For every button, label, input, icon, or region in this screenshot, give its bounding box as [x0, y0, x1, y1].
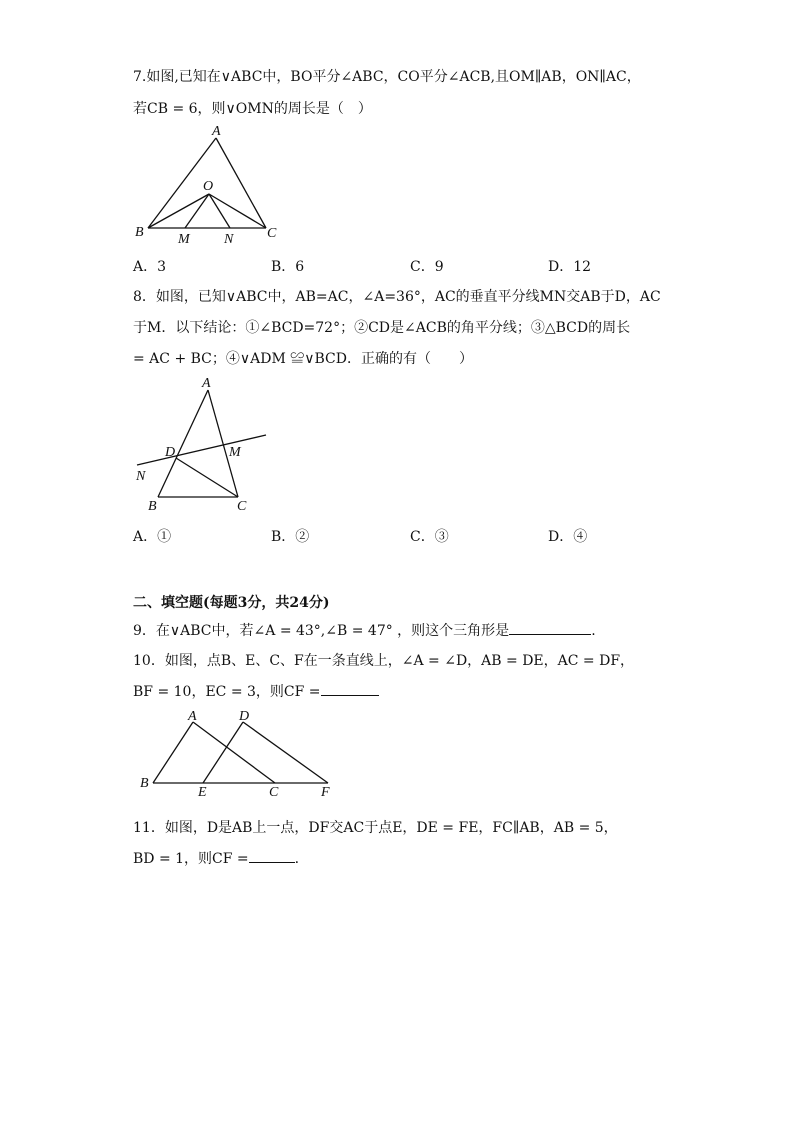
q10-label-f: F: [321, 785, 330, 800]
q8-label-b: B: [148, 499, 157, 514]
q10-label-b: B: [140, 776, 149, 791]
q10-line2: [133, 681, 379, 701]
q9-end: .: [591, 623, 596, 639]
q10-label-c: C: [269, 785, 279, 800]
q8-label-a: A: [202, 376, 211, 391]
q7-label-m: M: [178, 232, 190, 247]
q8-line2: 于M．以下结论：①∠BCD=72°；②CD是∠ACB的角平分线；③△BCD的周长: [133, 320, 631, 336]
q10-text: BF = 10，EC = 3，则CF =: [133, 684, 321, 700]
q7-label-n: N: [224, 232, 234, 247]
q7-choice-d[interactable]: D．12: [548, 259, 592, 275]
q8-line1: 8．如图，已知∨ABC中，AB=AC，∠A=36°，AC的垂直平分线MN交AB于D，AC: [133, 289, 661, 305]
section-heading: 二、填空题(每题3分，共24分): [133, 595, 330, 611]
q10-label-a: A: [188, 709, 197, 724]
q8-label-m: M: [229, 445, 241, 460]
q9-text: 9．在∨ABC中，若∠A = 43°,∠B = 47° ，则这个三角形是: [133, 623, 510, 639]
q8-label-c: C: [237, 499, 247, 514]
q10-label-e: E: [198, 785, 207, 800]
q8-choice-a[interactable]: A．①: [133, 529, 172, 545]
q10-figure: [135, 706, 345, 801]
q7-line1: 7.如图,已知在∨ABC中，BO平分∠ABC，CO平分∠ACB,且OM∥AB，ON∥AC，: [133, 69, 641, 85]
q7-line2: 若CB = 6，则∨OMN的周长是（ ）: [133, 101, 372, 117]
q11-end: .: [294, 851, 300, 867]
q11-line2: [133, 848, 299, 868]
q8-triangle-figure: [130, 372, 280, 517]
q7-label-a: A: [212, 124, 221, 139]
q7-label-o: O: [203, 179, 214, 194]
q7-triangle-figure: [130, 120, 290, 250]
q7-label-c: C: [267, 226, 277, 241]
q11-answer-blank[interactable]: [249, 850, 295, 863]
q11-text: BD = 1，则CF =: [133, 851, 249, 867]
q7-choice-a[interactable]: A．3: [133, 259, 167, 275]
q7-label-b: B: [135, 225, 144, 240]
q8-line3: = AC + BC；④∨ADM ≌∨BCD．正确的有（ ）: [133, 351, 473, 367]
q10-line1: 10．如图，点B、E、C、F在一条直线上，∠A = ∠D，AB = DE，AC = DF，: [133, 653, 635, 669]
q11-line1: 11．如图，D是AB上一点，DF交AC于点E，DE = FE，FC∥AB，AB = 5，: [133, 820, 618, 836]
q7-choice-c[interactable]: C．9: [410, 259, 444, 275]
q8-label-n: N: [136, 469, 146, 484]
q8-choice-b[interactable]: B．②: [271, 529, 310, 545]
q8-choice-c[interactable]: C．③: [410, 529, 449, 545]
q9-line: [133, 620, 596, 640]
q9-answer-blank[interactable]: [509, 622, 591, 635]
q7-choice-b[interactable]: B．6: [271, 259, 305, 275]
q10-answer-blank[interactable]: [321, 683, 379, 696]
q8-choice-d[interactable]: D．④: [548, 529, 588, 545]
q10-label-d: D: [239, 709, 250, 724]
q8-label-d: D: [165, 445, 176, 460]
